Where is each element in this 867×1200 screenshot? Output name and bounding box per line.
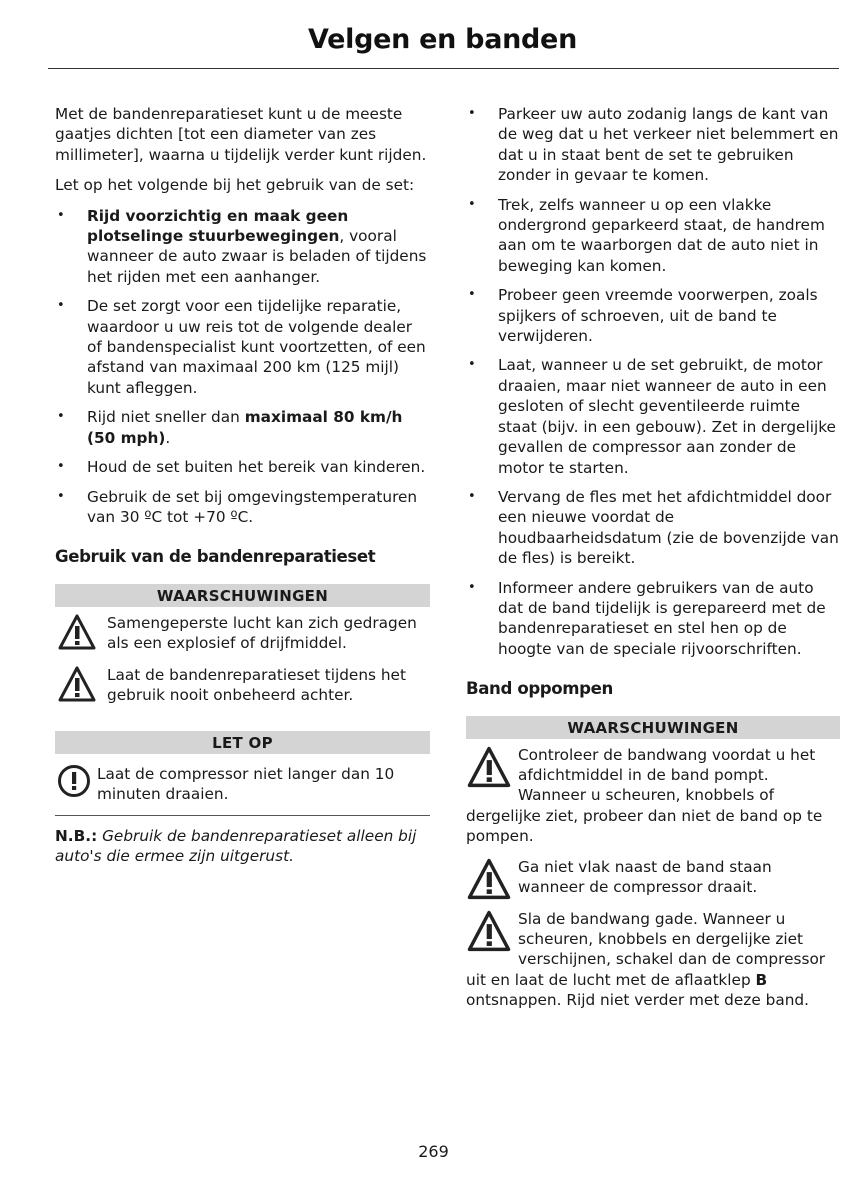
left-column xyxy=(55,104,430,876)
section-heading-inflate: Band oppompen xyxy=(466,679,613,699)
caution-item xyxy=(55,764,430,805)
bullet-icon: • xyxy=(57,488,65,504)
bullet-text: Rijd niet sneller dan xyxy=(87,408,245,427)
warning-item xyxy=(466,745,840,847)
bullet-icon: • xyxy=(57,409,65,425)
caution-header: LET OP xyxy=(55,731,430,754)
page-title: Velgen en banden xyxy=(307,24,577,55)
bullet-icon: • xyxy=(57,207,65,223)
bullet-bold: Rijd voorzichtig en maak geen plotselinge stuurbewegingen xyxy=(87,206,349,246)
bullet-text: Gebruik de set bij omgevingstemperaturen van 30 ºC tot +70 ºC. xyxy=(87,487,418,526)
note-paragraph xyxy=(55,826,430,867)
note-label: N.B.: xyxy=(55,826,98,845)
warning-item xyxy=(466,909,840,1011)
warnings-header: WAARSCHUWINGEN xyxy=(466,716,840,739)
bullet-text: , vooral wanneer de auto zwaar is beladen of tijdens het rijden met een aanhanger. xyxy=(87,227,427,286)
section-heading-usage: Gebruik van de bandenreparatieset xyxy=(55,547,376,567)
warning-text: Controleer de bandwang voordat u het afdichtmiddel in de band pompt. Wanneer u scheuren, knobbels of dergelijke ziet, probeer dan niet de band op te pompen. xyxy=(466,745,823,846)
warning-triangle-icon xyxy=(466,745,512,789)
bullet-icon: • xyxy=(468,488,476,504)
warning-text: Samengeperste lucht kan zich gedragen als een explosief of drijfmiddel. xyxy=(107,613,417,653)
bullet-text: Laat, wanneer u de set gebruikt, de motor draaien, maar niet wanneer de auto in een gesloten of slecht geventileerde ruimte staat (bijv. in een gebouw). Zet in dergelijke gevallen de compressor aan zonder de motor te starten. xyxy=(498,356,836,477)
list-item xyxy=(55,206,430,288)
list-item xyxy=(55,487,430,528)
warnings-header: WAARSCHUWINGEN xyxy=(55,584,430,607)
warning-item xyxy=(55,665,430,707)
warning-item xyxy=(55,613,430,655)
caution-circle-icon xyxy=(57,764,91,798)
right-bullet-list xyxy=(466,104,840,659)
bullet-icon: • xyxy=(57,459,65,475)
note-text: Gebruik de bandenreparatieset alleen bij auto's die ermee zijn uitgerust. xyxy=(55,826,417,865)
list-item xyxy=(466,285,840,346)
bullet-text: Probeer geen vreemde voorwerpen, zoals spijkers of schroeven, uit de band te verwijderen. xyxy=(498,286,818,346)
bullet-icon: • xyxy=(468,196,476,212)
bullet-icon: • xyxy=(468,106,476,121)
list-item xyxy=(55,407,430,448)
bullet-icon: • xyxy=(468,579,476,595)
warning-triangle-icon xyxy=(466,909,512,953)
valve-label: B xyxy=(755,970,768,989)
list-item xyxy=(466,578,840,660)
warning-text: Laat de bandenreparatieset tijdens het gebruik nooit onbeheerd achter. xyxy=(107,665,406,705)
warning-text-after: ontsnappen. Rijd niet verder met deze band. xyxy=(466,991,809,1010)
intro-paragraph: Met de bandenreparatieset kunt u de meeste gaatjes dichten [tot een diameter van zes millimeter], waarna u tijdelijk verder kunt rijden. xyxy=(55,105,427,164)
warning-item xyxy=(466,857,840,899)
warning-text: Sla de bandwang gade. Wanneer u scheuren, knobbels en dergelijke ziet verschijnen, schakel dan de compressor uit en laat de lucht met de aflaatklep xyxy=(466,909,826,989)
attention-paragraph: Let op het volgende bij het gebruik van de set: xyxy=(55,176,415,195)
list-item xyxy=(55,296,430,398)
bullet-text: De set zorgt voor een tijdelijke reparatie, waardoor u uw reis tot de volgende dealer of bandenspecialist kunt voortzetten, of een afstand van maximaal 200 km (125 mijl) kunt afleggen. xyxy=(87,297,426,397)
list-item xyxy=(466,195,840,277)
warning-text: Ga niet vlak naast de band staan wanneer de compressor draait. xyxy=(518,857,772,896)
bullet-icon: • xyxy=(57,298,65,314)
bullet-text-after: . xyxy=(165,428,171,447)
left-bullet-list xyxy=(55,206,430,528)
list-item xyxy=(466,104,840,186)
bullet-bold: maximaal 80 km/h (50 mph) xyxy=(87,408,403,447)
list-item xyxy=(466,487,840,569)
warning-triangle-icon xyxy=(57,665,97,703)
header-divider xyxy=(48,68,839,69)
bullet-text: Vervang de fles met het afdichtmiddel door een nieuwe voordat de houdbaarheidsdatum (zie de bovenzijde van de fles) is bereikt. xyxy=(498,487,839,568)
right-column xyxy=(466,104,840,1021)
caution-divider xyxy=(55,815,430,816)
bullet-text: Trek, zelfs wanneer u op een vlakke ondergrond geparkeerd staat, de handrem aan om te waarborgen dat de auto niet in beweging kan komen. xyxy=(498,195,825,275)
bullet-icon: • xyxy=(468,357,476,373)
caution-text: Laat de compressor niet langer dan 10 minuten draaien. xyxy=(97,764,395,804)
bullet-text: Parkeer uw auto zodanig langs de kant van de weg dat u het verkeer niet belemmert en dat u in staat bent de set te gebruiken zonder in gevaar te komen. xyxy=(498,105,839,185)
list-item xyxy=(466,355,840,477)
bullet-text: Houd de set buiten het bereik van kinderen. xyxy=(87,458,426,477)
warning-triangle-icon xyxy=(57,613,97,651)
page-number: 269 xyxy=(418,1142,449,1161)
warning-triangle-icon xyxy=(466,857,512,901)
list-item xyxy=(55,457,430,477)
bullet-text: Informeer andere gebruikers van de auto dat de band tijdelijk is gerepareerd met de bandenreparatieset en stel hen op de hoogte van de speciale rijvoorschriften. xyxy=(498,578,826,658)
bullet-icon: • xyxy=(468,287,476,303)
